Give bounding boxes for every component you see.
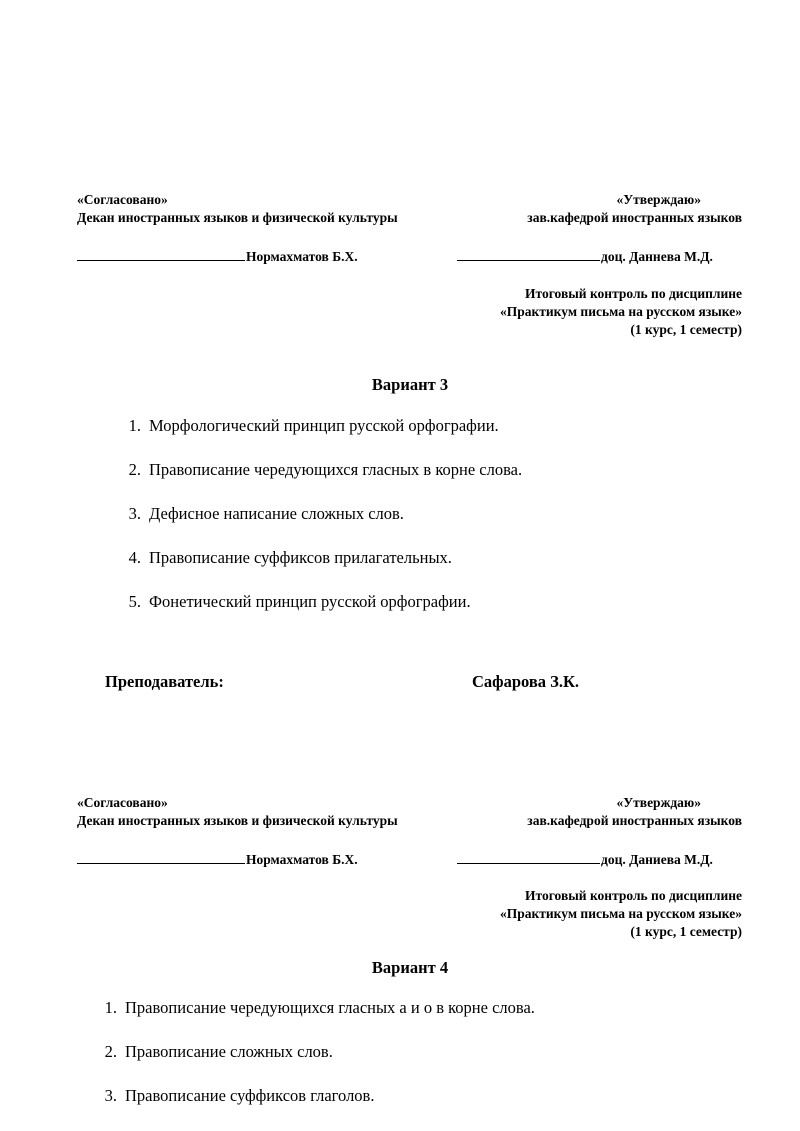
item-number: 3. bbox=[104, 1086, 117, 1105]
dean-title: Декан иностранных языков и физической культуры bbox=[77, 813, 398, 828]
agreed-label: «Согласовано» bbox=[77, 192, 168, 207]
list-item bbox=[117, 548, 522, 568]
item-number: 5. bbox=[128, 592, 141, 611]
head-signature-line bbox=[457, 851, 713, 868]
list-item bbox=[93, 998, 535, 1018]
list-item bbox=[93, 1086, 535, 1106]
question-list bbox=[117, 416, 522, 636]
item-number: 3. bbox=[128, 504, 141, 523]
question-list bbox=[93, 998, 535, 1130]
signature-blank bbox=[457, 248, 600, 261]
control-title-line3: (1 курс, 1 семестр) bbox=[630, 924, 742, 939]
control-title-line2: «Практикум письма на русском языке» bbox=[499, 304, 742, 319]
control-title-line3: (1 курс, 1 семестр) bbox=[630, 322, 742, 337]
item-number: 1. bbox=[104, 998, 117, 1017]
item-text: Правописание суффиксов глаголов. bbox=[125, 1086, 375, 1105]
dean-name: Нормахматов Б.Х. bbox=[246, 249, 358, 264]
dean-signature-line bbox=[77, 248, 358, 265]
list-item bbox=[117, 504, 522, 524]
control-title-line1: Итоговый контроль по дисциплине bbox=[525, 286, 742, 301]
item-text: Правописание чередующихся гласных в корне слова. bbox=[149, 460, 523, 479]
head-title: зав.кафедрой иностранных языков bbox=[527, 210, 742, 225]
approve-label: «Утверждаю» bbox=[616, 192, 701, 207]
approve-label: «Утверждаю» bbox=[616, 795, 701, 810]
variant-title: Вариант 4 bbox=[371, 958, 449, 977]
dean-title: Декан иностранных языков и физической культуры bbox=[77, 210, 398, 225]
list-item bbox=[117, 460, 522, 480]
agreed-label: «Согласовано» bbox=[77, 795, 168, 810]
item-number: 2. bbox=[104, 1042, 117, 1061]
variant-title: Вариант 3 bbox=[371, 375, 449, 394]
teacher-name: Сафарова З.К. bbox=[472, 672, 580, 691]
item-text: Фонетический принцип русской орфографии. bbox=[149, 592, 471, 611]
head-title: зав.кафедрой иностранных языков bbox=[527, 813, 742, 828]
head-signature-line bbox=[457, 248, 713, 265]
item-text: Дефисное написание сложных слов. bbox=[149, 504, 404, 523]
signature-blank bbox=[457, 851, 600, 864]
control-title-line1: Итоговый контроль по дисциплине bbox=[525, 888, 742, 903]
item-number: 4. bbox=[128, 548, 141, 567]
list-item bbox=[93, 1042, 535, 1062]
item-text: Правописание суффиксов прилагательных. bbox=[149, 548, 452, 567]
item-text: Правописание сложных слов. bbox=[125, 1042, 333, 1061]
dean-signature-line bbox=[77, 851, 358, 868]
dean-name: Нормахматов Б.Х. bbox=[246, 852, 358, 867]
list-item bbox=[117, 416, 522, 436]
item-number: 2. bbox=[128, 460, 141, 479]
signature-blank bbox=[77, 851, 245, 864]
head-name: доц. Даннева М.Д. bbox=[601, 249, 713, 264]
signature-blank bbox=[77, 248, 245, 261]
head-name: доц. Даниева М.Д. bbox=[601, 852, 713, 867]
item-text: Правописание чередующихся гласных а и о в корне слова. bbox=[125, 998, 535, 1017]
control-title-line2: «Практикум письма на русском языке» bbox=[499, 906, 742, 921]
teacher-label: Преподаватель: bbox=[105, 672, 224, 691]
item-number: 1. bbox=[128, 416, 141, 435]
list-item bbox=[117, 592, 522, 612]
item-text: Морфологический принцип русской орфографии. bbox=[149, 416, 499, 435]
